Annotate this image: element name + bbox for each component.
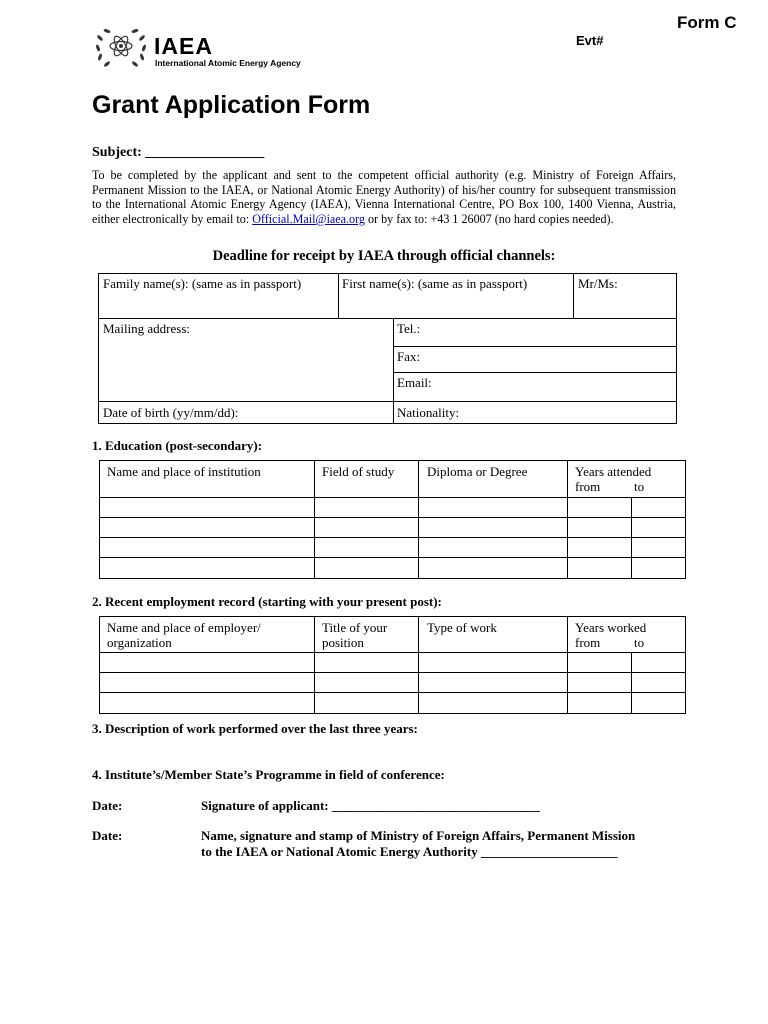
nationality-field[interactable]: Nationality:	[397, 405, 460, 420]
employment-col-type: Type of work	[427, 620, 497, 635]
tel-field[interactable]: Tel.:	[397, 321, 421, 336]
evt-label: Evt#	[576, 33, 604, 48]
atom-olive-wreath-icon	[92, 24, 150, 70]
row-divider	[99, 517, 686, 518]
employment-col-years: Years worked	[575, 620, 647, 635]
row-divider	[393, 346, 677, 347]
row-divider	[99, 692, 686, 693]
section-4-heading: 4. Institute’s/Member State’s Programme in field of conference:	[92, 767, 445, 782]
email-link[interactable]: Official.Mail@iaea.org	[252, 211, 365, 226]
education-col-years: Years attended	[575, 464, 652, 479]
row-divider	[99, 652, 686, 653]
logo-text: IAEA	[154, 33, 213, 59]
logo-subtitle: International Atomic Energy Agency	[155, 58, 301, 68]
education-col-to: to	[634, 479, 645, 494]
education-col-institution: Name and place of institution	[107, 464, 261, 479]
col-divider	[418, 460, 419, 579]
employment-col-from: from	[575, 635, 601, 650]
title-field[interactable]: Mr/Ms:	[578, 276, 618, 291]
section-3-heading: 3. Description of work performed over the last three years:	[92, 721, 418, 736]
subject-line: Subject: _________________	[92, 145, 265, 160]
col-divider	[631, 652, 632, 714]
col-divider	[418, 616, 419, 714]
employment-heading: 2. Recent employment record (starting with your present post):	[92, 594, 442, 609]
employment-col-title: Title of your	[322, 620, 388, 635]
col-divider	[314, 616, 315, 714]
intro-tail: or by fax to: +43 1 26007 (no hard copies needed).	[364, 211, 614, 226]
row-divider	[99, 497, 686, 498]
row-divider	[98, 318, 677, 319]
employment-col-to: to	[634, 635, 645, 650]
row-divider	[393, 372, 677, 373]
education-col-diploma: Diploma or Degree	[427, 464, 528, 479]
ministry-signature-line-2[interactable]: to the IAEA or National Atomic Energy Authority _____________________	[201, 844, 618, 859]
row-divider	[99, 557, 686, 558]
col-divider	[393, 318, 394, 424]
page-title: Grant Application Form	[92, 91, 371, 119]
deadline-heading: Deadline for receipt by IAEA through official channels:	[212, 248, 556, 264]
first-name-field[interactable]: First name(s): (same as in passport)	[342, 276, 528, 291]
col-divider	[567, 616, 568, 714]
family-name-field[interactable]: Family name(s): (same as in passport)	[103, 276, 302, 291]
dob-field[interactable]: Date of birth (yy/mm/dd):	[103, 405, 239, 420]
applicant-signature-line[interactable]: Signature of applicant: ________________________________	[201, 798, 540, 813]
ministry-signature-line-1: Name, signature and stamp of Ministry of Foreign Affairs, Permanent Mission	[201, 828, 636, 843]
col-divider	[338, 273, 339, 318]
row-divider	[99, 537, 686, 538]
employment-col-employer: Name and place of employer/	[107, 620, 261, 635]
email-field[interactable]: Email:	[397, 375, 432, 390]
mailing-address-field[interactable]: Mailing address:	[103, 321, 191, 336]
education-col-from: from	[575, 479, 601, 494]
col-divider	[573, 273, 574, 318]
row-divider	[99, 672, 686, 673]
col-divider	[631, 497, 632, 579]
employment-col-organization: organization	[107, 635, 172, 650]
employment-col-position: position	[322, 635, 364, 650]
fax-field[interactable]: Fax:	[397, 349, 421, 364]
education-heading: 1. Education (post-secondary):	[92, 438, 263, 453]
form-label: Form C	[677, 13, 737, 32]
education-col-field: Field of study	[322, 464, 395, 479]
date-label-1: Date:	[92, 798, 123, 813]
row-divider	[98, 401, 677, 402]
intro-paragraph	[92, 168, 676, 226]
col-divider	[567, 460, 568, 579]
intro-text: To be completed by the applicant and sent to the competent official authority (e.g. Ministry of Foreign Affairs, Permanent Mission to the IAEA, or National Atomic Energy Authority) of his/her country for subsequent transmission to the International Atomic Energy Agency (IAEA), Vienna International Centre, PO Box 100, 1400 Vienna, Austria, either electronically by email to:	[92, 168, 676, 226]
date-label-2: Date:	[92, 828, 123, 843]
col-divider	[314, 460, 315, 579]
